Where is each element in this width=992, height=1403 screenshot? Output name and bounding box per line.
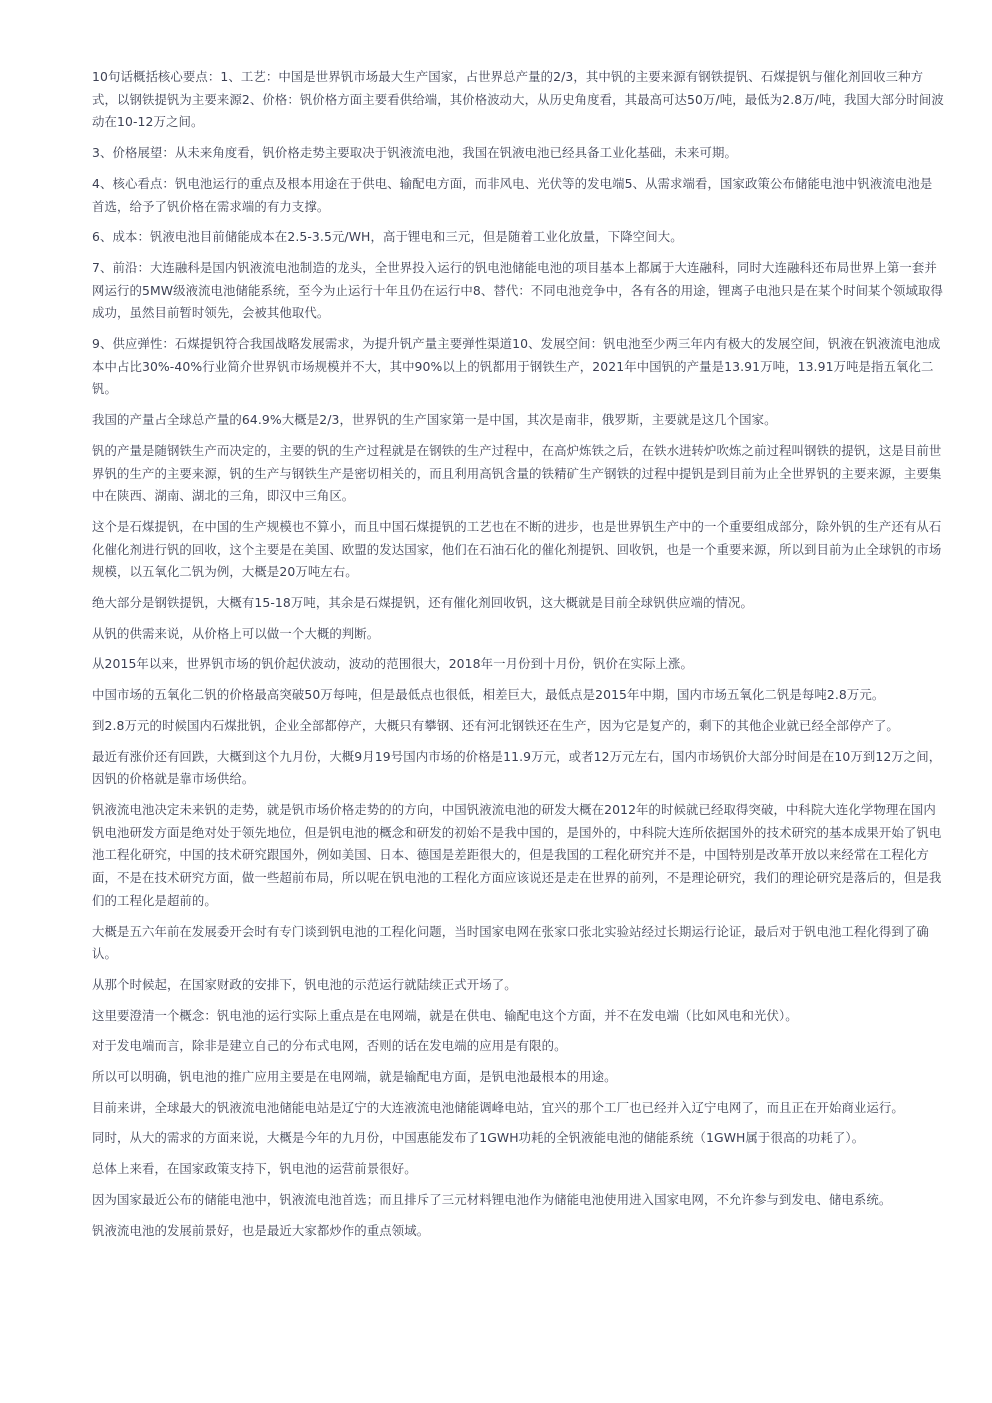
paragraph-demand-1gwh: 同时，从大的需求的方面来说，大概是今年的九月份，中国惠能发布了1GWH功耗的全钒液能电池的储能系统（1GWH属于很高的功耗了）。	[92, 1130, 865, 1146]
paragraph-summary: 10句话概括核心要点：1、工艺：中国是世界钒市场最大生产国家，占世界总产量的2/3，其中钒的主要来源有钢铁提钒、石煤提钒与催化剂回收三种方式，以钢铁提钒为主要来源2、价格：钒价格方面主要看供给端，其价格波动大，从历史角度看，其最高可达50万/吨，最低为2.8万/吨，我国大部分时间波动在10-12万之间。	[92, 69, 944, 130]
paragraph-largest-station: 目前来讲，全球最大的钒液流电池储能电站是辽宁的大连液流电池储能调峰电站，宜兴的那个工厂也已经并入辽宁电网了，而且正在开始商业运行。	[92, 1099, 904, 1115]
paragraph-supply-breakdown: 绝大部分是钢铁提钒，大概有15-18万吨，其余是石煤提钒，还有催化剂回收钒，这大概就是目前全球钒供应端的情况。	[92, 595, 754, 611]
paragraph-price-history: 从2015年以来，世界钒市场的钒价起伏波动，波动的范围很大，2018年一月份到十月份，钒价在实际上涨。	[92, 656, 693, 672]
paragraph-production-share: 我国的产量占全球总产量的64.9%大概是2/3，世界钒的生产国家第一是中国，其次是南非，俄罗斯，主要就是这几个国家。	[92, 412, 777, 428]
paragraph-low-price: 到2.8万元的时候国内石煤批钒，企业全部都停产，大概只有攀钢、还有河北钢铁还在生产，因为它是复产的，剩下的其他企业就已经全部停产了。	[92, 717, 899, 733]
paragraph-price-range: 中国市场的五氧化二钒的价格最高突破50万每吨，但是最低点也很低，相差巨大，最低点是2015年中期，国内市场五氧化二钒是每吨2.8万元。	[92, 687, 885, 703]
paragraph-supply-elasticity: 9、供应弹性：石煤提钒符合我国战略发展需求，为提升钒产量主要弹性渠道10、发展空间：钒电池至少两三年内有极大的发展空间，钒液在钒液流电池成本中占比30%-40%行业简介世界钒市场规模并不大，其中90%以上的钒都用于钢铁生产，2021年中国钒的产量是13.91万吨，13.91万吨是指五氧化二钒。	[92, 336, 941, 397]
paragraph-recent-price: 最近有涨价还有回跌，大概到这个九月份，大概9月19号国内市场的价格是11.9万元，或者12万元左右，国内市场钒价大部分时间是在10万到12万之间，因钒的价格就是靠市场供给。	[92, 748, 942, 787]
paragraph-cost: 6、成本：钒液电池目前储能成本在2.5-3.5元/WH，高于锂电和三元，但是随着工业化放量，下降空间大。	[92, 229, 683, 245]
paragraph-frontier: 7、前沿：大连融科是国内钒液流电池制造的龙头，全世界投入运行的钒电池储能电池的项目基本上都属于大连融科，同时大连融科还布局世界上第一套并网运行的5MW级液流电池储能系统，至今为止运行十年且仍在运行中8、替代：不同电池竞争中，各有各的用途，锂离子电池只是在某个时间某个领域取得成功，虽然目前暂时领先，会被其他取代。	[92, 259, 943, 321]
paragraph-conclusion: 钒液流电池的发展前景好，也是最近大家都炒作的重点领域。	[92, 1222, 430, 1238]
paragraph-steel-vanadium: 钒的产量是随钢铁生产而决定的，主要的钒的生产过程就是在钢铁的生产过程中，在高炉炼铁之后，在铁水进转炉吹炼之前过程叫钢铁的提钒，这是目前世界钒的生产的主要来源，钒的生产与钢铁生产是密切相关的，而且利用高钒含量的铁精矿生产钢铁的过程中提钒是到目前为止全世界钒的主要来源，主要集中在陕西、湖南、湖北的三角，即汉中三角区。	[92, 442, 942, 504]
paragraph-policy: 因为国家最近公布的储能电池中，钒液流电池首选；而且排斥了三元材料锂电池作为储能电池使用进入国家电网，不允许参与到发电、储电系统。	[92, 1191, 892, 1207]
paragraph-demonstration: 从那个时候起，在国家财政的安排下，钒电池的示范运行就陆续正式开场了。	[92, 976, 517, 992]
paragraph-grid-concept: 这里要澄清一个概念：钒电池的运行实际上重点是在电网端，就是在供电、输配电这个方面，并不在发电端（比如风电和光伏）。	[92, 1007, 798, 1023]
document-body	[92, 66, 944, 1250]
paragraph-generation-side: 对于发电端而言，除非是建立自己的分布式电网，否则的话在发电端的应用是有限的。	[92, 1038, 567, 1054]
paragraph-grid-application: 所以可以明确，钒电池的推广应用主要是在电网端，就是输配电方面，是钒电池最根本的用途。	[92, 1069, 617, 1085]
paragraph-engineering-confirmation: 大概是五六年前在发展委开会时有专门谈到钒电池的工程化问题，当时国家电网在张家口张北实验站经过长期运行论证，最后对于钒电池工程化得到了确认。	[92, 923, 929, 962]
paragraph-outlook: 总体上来看，在国家政策支持下，钒电池的运营前景很好。	[92, 1161, 417, 1177]
paragraph-flow-battery-rd: 钒液流电池决定未来钒的走势，就是钒市场价格走势的的方向，中国钒液流电池的研发大概在2012年的时候就已经取得突破，中科院大连化学物理在国内钒电池研发方面是绝对处于领先地位，但是钒电池的概念和研发的初始不是我中国的，是国外的，中科院大连所依据国外的技术研究的基本成果开始了钒电池工程化研究，中国的技术研究跟国外，例如美国、日本、德国是差距很大的，但是我国的工程化研究并不是，中国特别是改革开放以来经常在工程化方面，不是在技术研究方面，做一些超前布局，所以呢在钒电池的工程化方面应该说还是走在世界的前列，不是理论研究，我们的理论研究是落后的，但是我们的工程化是超前的。	[92, 801, 942, 908]
paragraph-price-outlook: 3、价格展望：从未来角度看，钒价格走势主要取决于钒液流电池，我国在钒液电池已经具备工业化基础，未来可期。	[92, 145, 738, 161]
paragraph-core-focus: 4、核心看点：钒电池运行的重点及根本用途在于供电、输配电方面，而非风电、光伏等的发电端5、从需求端看，国家政策公布储能电池中钒液流电池是首选，给予了钒价格在需求端的有力支撑。	[92, 175, 933, 214]
paragraph-supply-demand: 从钒的供需来说，从价格上可以做一个大概的判断。	[92, 625, 380, 641]
paragraph-stone-coal: 这个是石煤提钒，在中国的生产规模也不算小，而且中国石煤提钒的工艺也在不断的进步，也是世界钒生产中的一个重要组成部分，除外钒的生产还有从石化催化剂进行钒的回收，这个主要是在美国、欧盟的发达国家，他们在石油石化的催化剂提钒、回收钒，也是一个重要来源，所以到目前为止全球钒的市场规模，以五氧化二钒为例，大概是20万吨左右。	[92, 518, 942, 580]
